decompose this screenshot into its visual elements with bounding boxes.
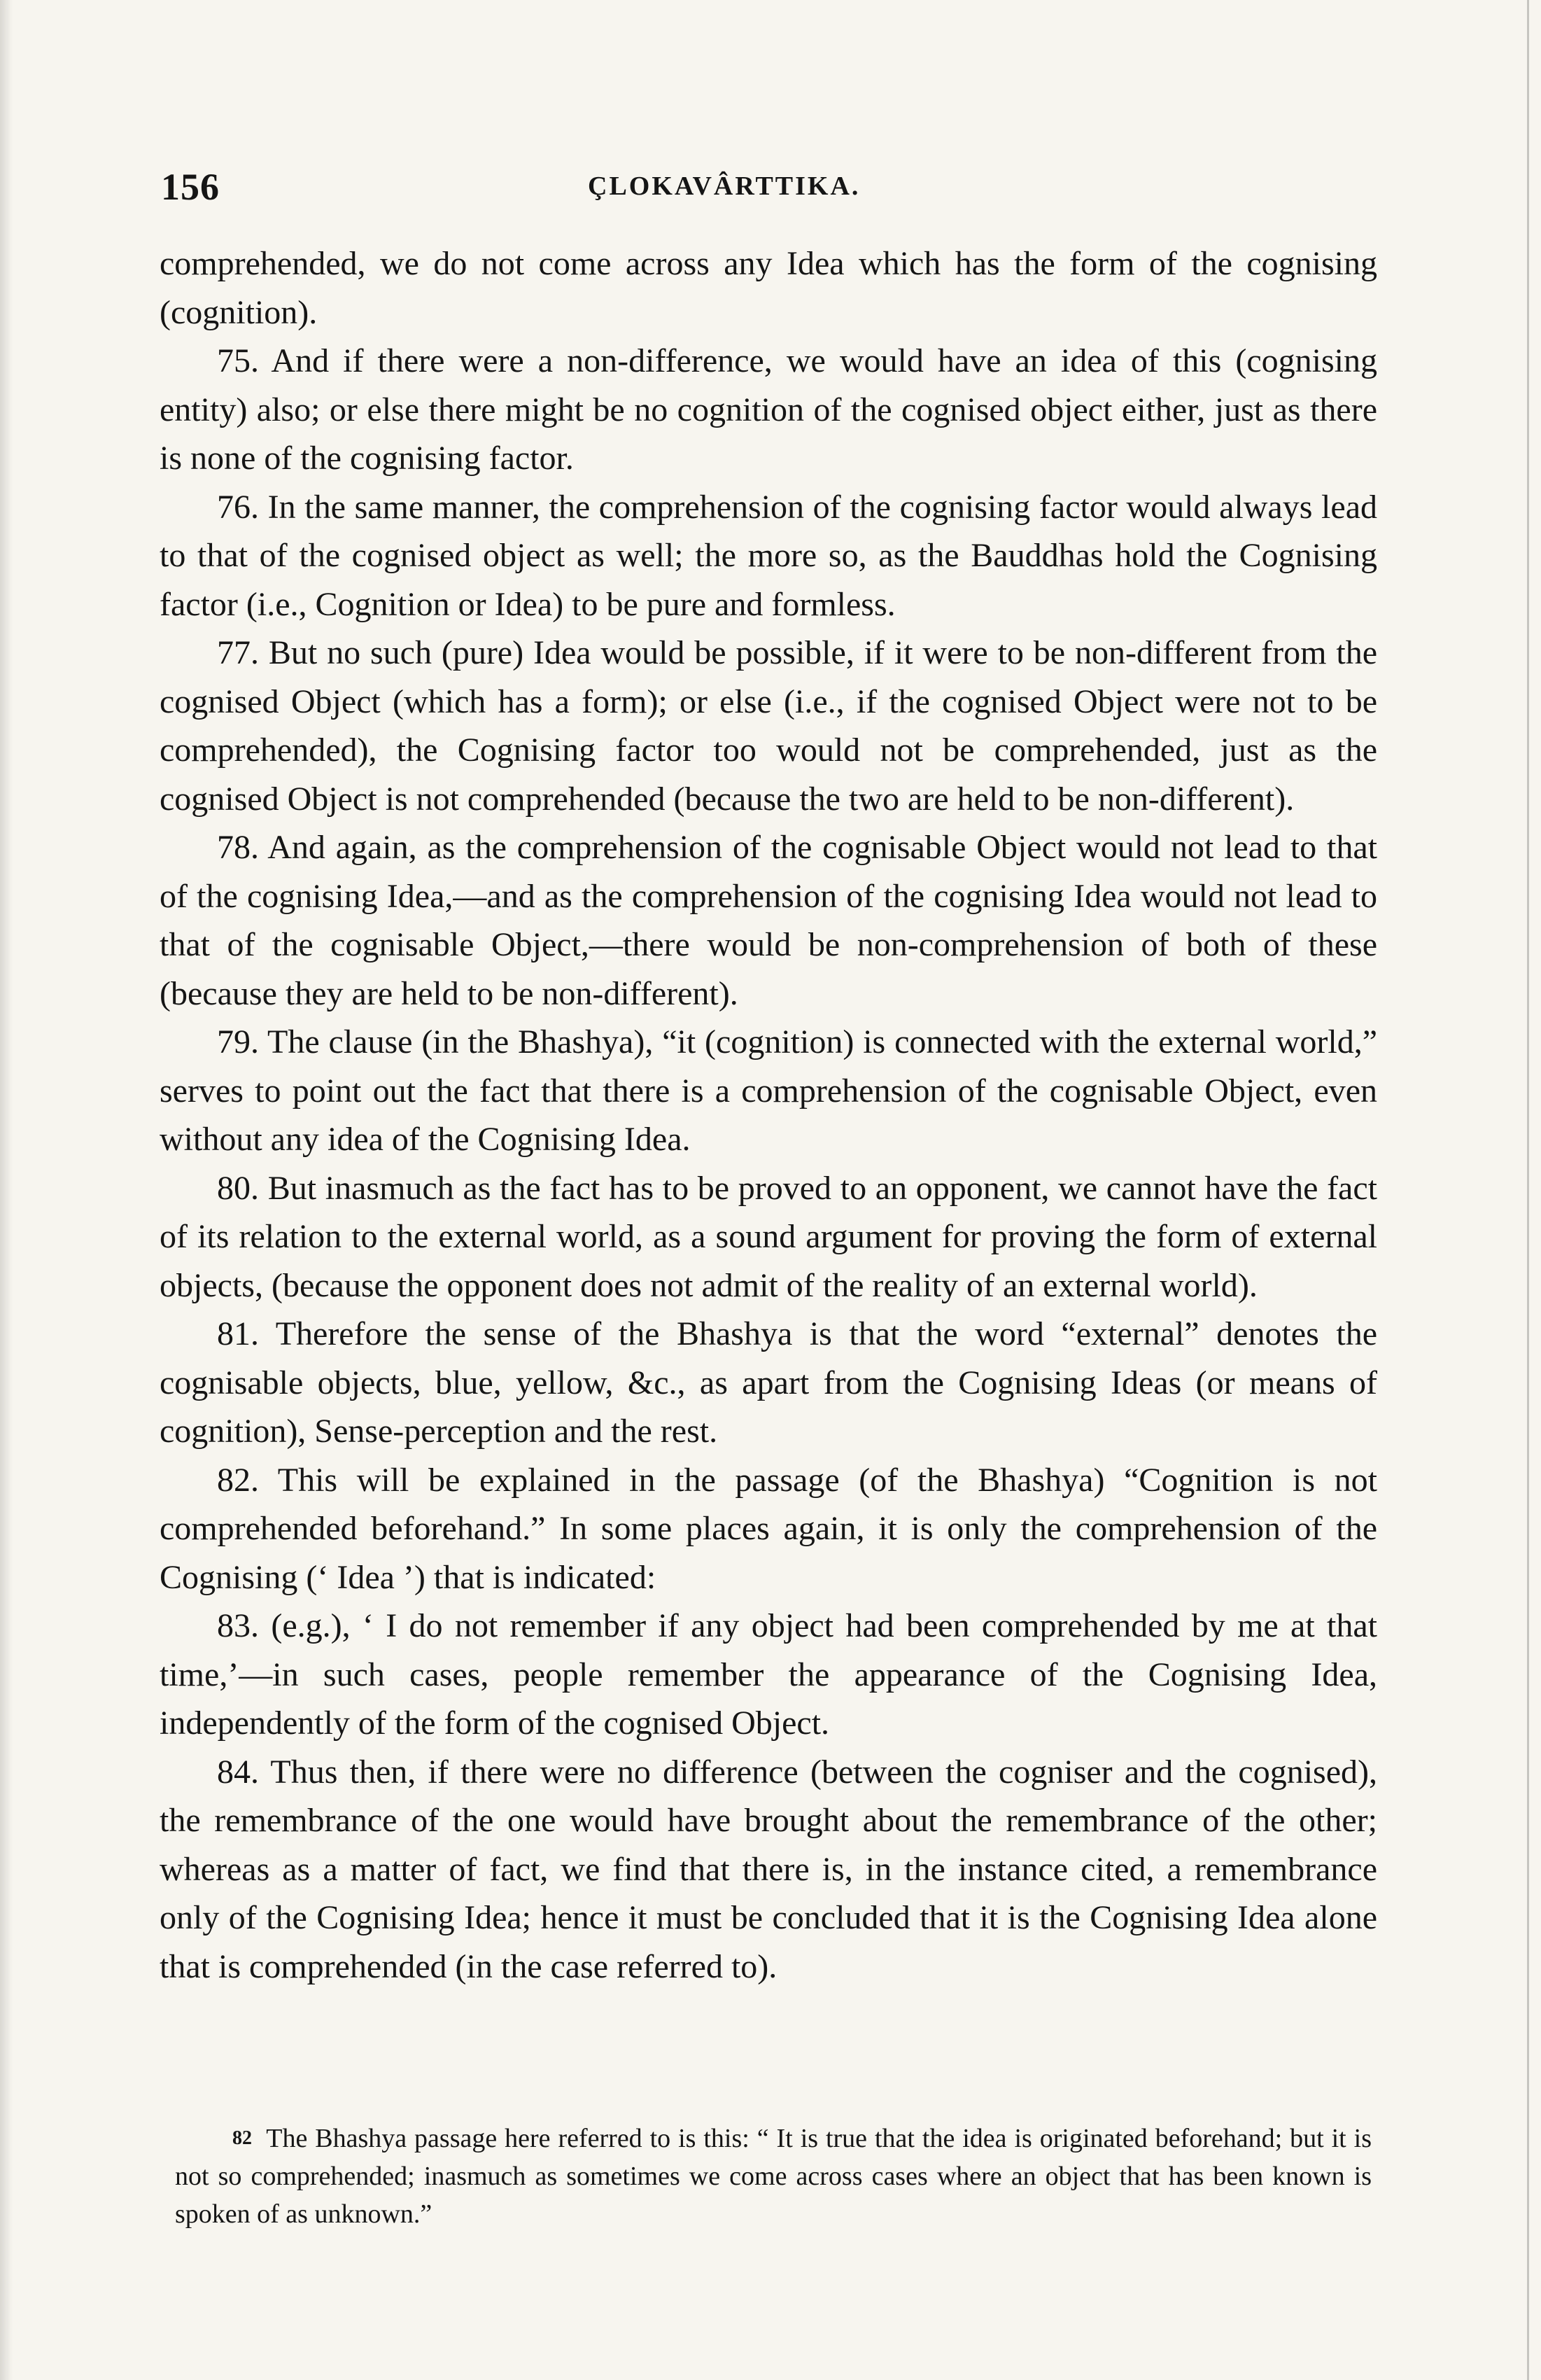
- verse-75-paragraph: 75. And if there were a non-difference, we would have an idea of this (cognising entity) also; or else there might be no cognition of the cognised object either, just as there is none of the cognising factor.: [160, 342, 1377, 477]
- page-right-edge-line: [1527, 0, 1529, 2380]
- verse-84-paragraph: 84. Thus then, if there were no difference (between the cogniser and the cognised), the remembrance of the one would have brought about the remembrance of the other; whereas as a matter of fact, we find that there is, in the instance cited, a remembrance only of the Cognising Idea; hence it must be concluded that it is the Cognising Idea alone that is comprehended (in the case referred to).: [160, 1753, 1377, 1985]
- running-head: ÇLOKAVÂRTTIKA.: [588, 172, 861, 201]
- footnote-text: The Bhashya passage here referred to is this: “ It is true that the idea is originated beforehand; but it is not so comprehended; inasmuch as sometimes we come across cases where an object that has been known is spoken of as unknown.”: [175, 2124, 1372, 2229]
- footnote-marker: 82: [232, 2127, 252, 2149]
- verse-78-paragraph: 78. And again, as the comprehension of the cognisable Object would not lead to that of the cognising Idea,—and as the comprehension of the cognising Idea would not lead to that of the cognisable Object,—there would be non-comprehension of both of these (because they are held to be non-different).: [160, 829, 1377, 1012]
- verse-77-paragraph: 77. But no such (pure) Idea would be possible, if it were to be non-different from the cognised Object (which has a form); or else (i.e., if the cognised Object were not to be comprehended), the Cognising factor too would not be comprehended, just as the cognised Object is not comprehended (because the two are held to be non-different).: [160, 634, 1377, 818]
- page-left-shadow: [0, 0, 13, 2380]
- page-number: 156: [161, 166, 220, 208]
- verse-80-paragraph: 80. But inasmuch as the fact has to be proved to an opponent, we cannot have the fact of its relation to the external world, as a sound argument for proving the form of external objects, (because the opponent does not admit of the reality of an external world).: [160, 1169, 1377, 1304]
- footnote: [175, 2120, 1372, 2233]
- continued-paragraph: comprehended, we do not come across any Idea which has the form of the cognising (cognition).: [160, 245, 1377, 331]
- verse-83-paragraph: 83. (e.g.), ‘ I do not remember if any object had been comprehended by me at that time,’—in such cases, people remember the appearance of the Cognising Idea, independently of the form of the cognised Object.: [160, 1607, 1377, 1742]
- verse-81-paragraph: 81. Therefore the sense of the Bhashya is that the word “external” denotes the cognisable objects, blue, yellow, &c., as apart from the Cognising Ideas (or means of cognition), Sense-perception and the rest.: [160, 1315, 1377, 1450]
- verse-82-paragraph: 82. This will be explained in the passage (of the Bhashya) “Cognition is not comprehended beforehand.” In some places again, it is only the comprehension of the Cognising (‘ Idea ’) that is indicated:: [160, 1461, 1377, 1596]
- page-body: [160, 239, 1377, 1991]
- verse-79-paragraph: 79. The clause (in the Bhashya), “it (cognition) is connected with the external world,” serves to point out the fact that there is a comprehension of the cognisable Object, even without any idea of the Cognising Idea.: [160, 1023, 1377, 1158]
- verse-76-paragraph: 76. In the same manner, the comprehension of the cognising factor would always lead to that of the cognised object as well; the more so, as the Bauddhas hold the Cognising factor (i.e., Cognition or Idea) to be pure and formless.: [160, 488, 1377, 623]
- page-header: [161, 165, 1379, 214]
